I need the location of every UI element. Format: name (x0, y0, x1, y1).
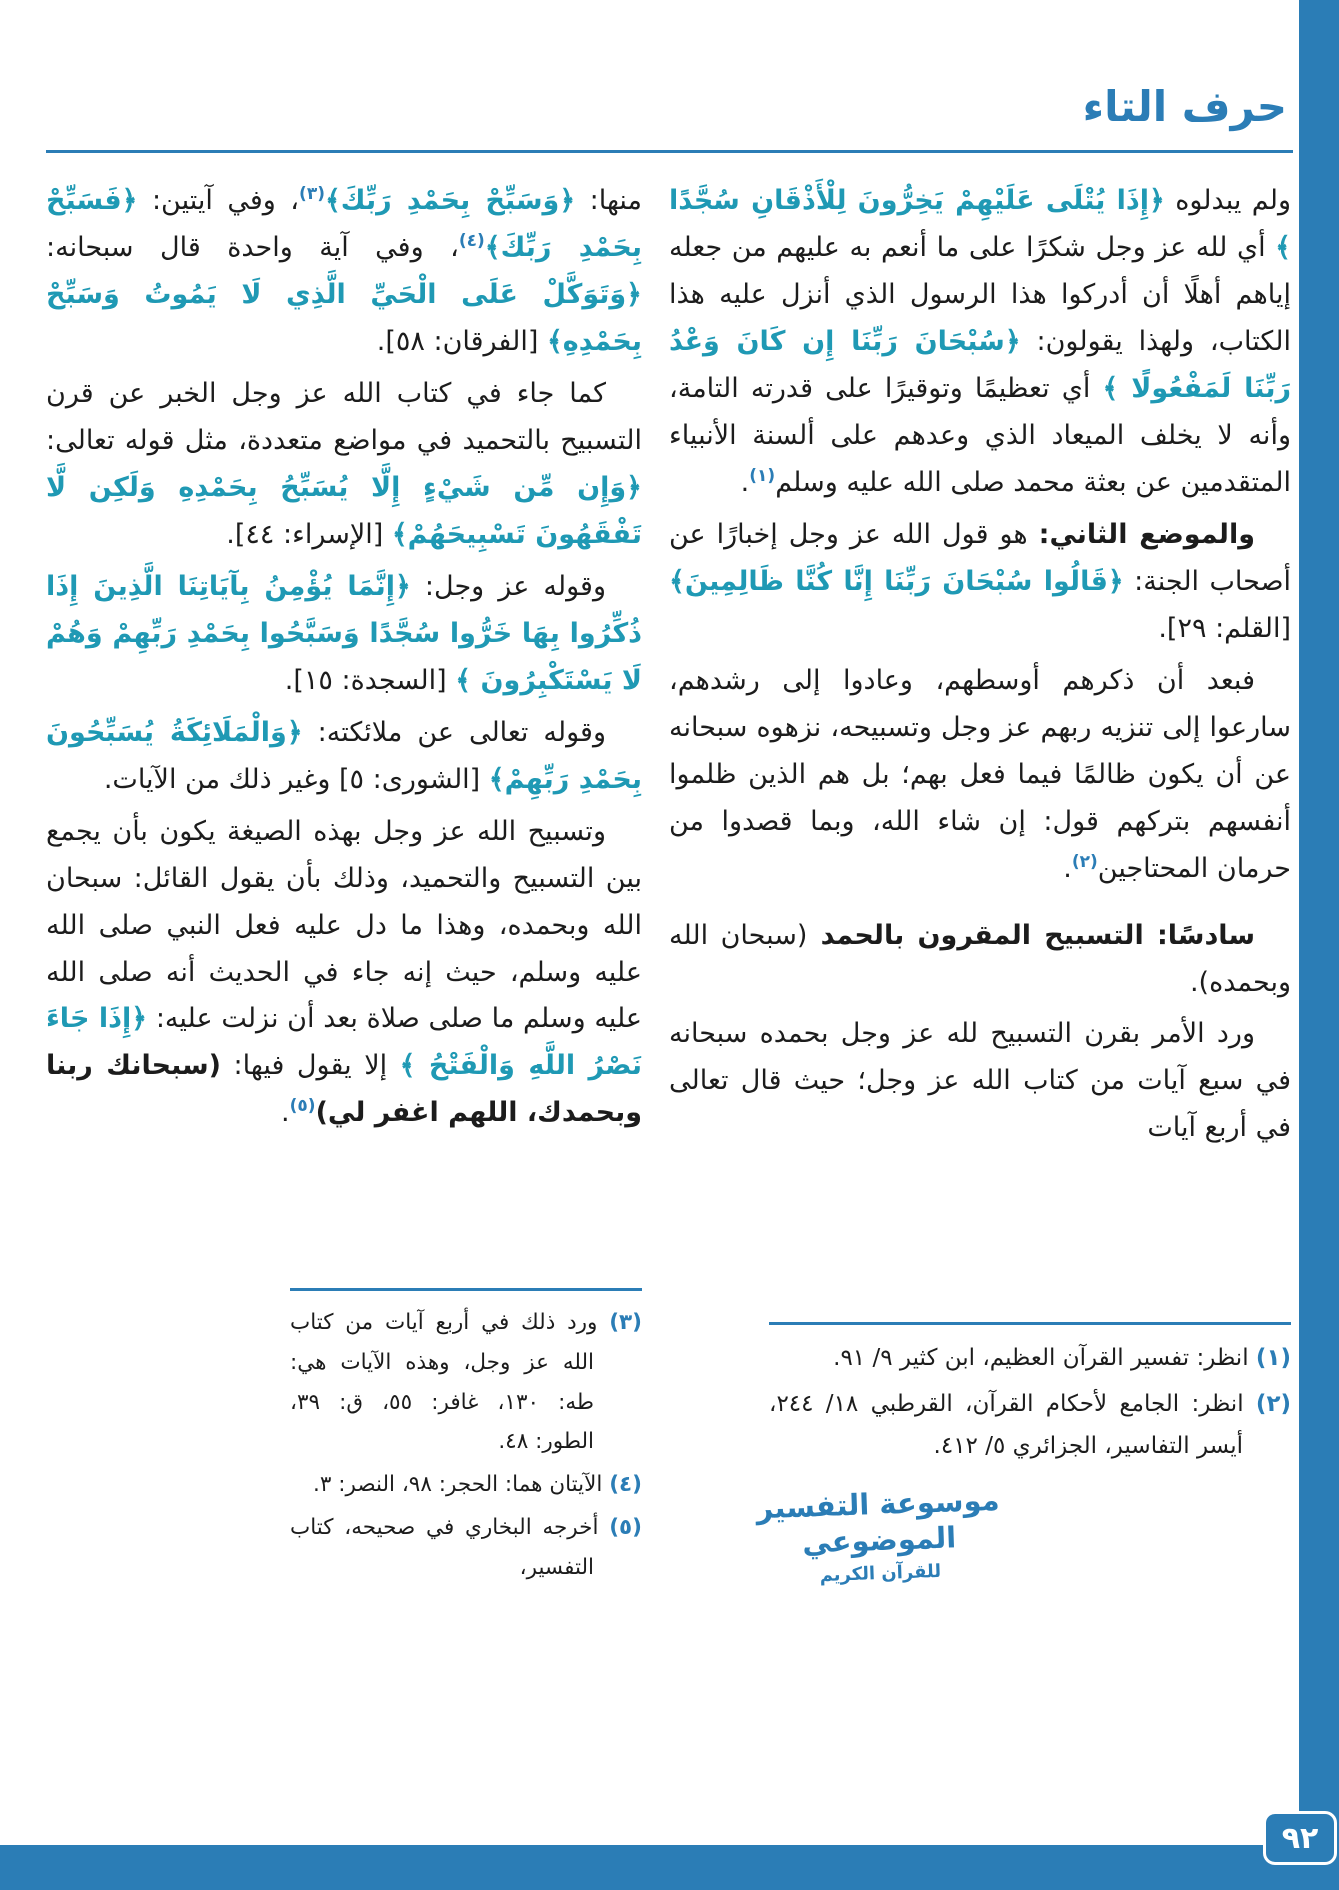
text-run: أخرجه البخاري في صحيحه، كتاب التفسير، (290, 1514, 610, 1580)
paragraph (46, 371, 642, 559)
body-text-left (46, 178, 642, 1280)
quran-verse: ﴿سُبْحَانَ رَبِّنَا إِن كَانَ وَعْدُ رَبِّنَا لَمَفْعُولًا ﴾ (669, 325, 1292, 404)
text-run: وقوله تعالى عن ملائكته: (302, 716, 607, 748)
text-run: . (740, 466, 750, 498)
text-run: (سبحان الله وبحمده). (669, 919, 1291, 998)
emphasis-text: والموضع الثاني: (1038, 518, 1255, 550)
footnote-marker: (٣) (609, 1310, 642, 1335)
footnote-separator-left (290, 1288, 642, 1291)
footnote-ref: (٢) (1071, 851, 1098, 872)
footnotes-right (769, 1322, 1291, 1468)
paragraph (669, 1011, 1291, 1152)
footnote-item (769, 1337, 1291, 1380)
footnote-marker: (١) (1255, 1345, 1291, 1371)
text-run: الآيتان هما: الحجر: ٩٨، النصر: ٣. (312, 1472, 610, 1498)
text-run: هو قول الله عز وجل إخبارًا عن أصحاب الجنة: (669, 518, 1292, 597)
text-run: أي لله عز وجل شكرًا على ما أنعم به عليهم من جعله إياهم أهلًا أن أدركوا هذا الرسول الذي أنزل عليه هذا الكتاب، ولهذا يقولون: (669, 231, 1292, 357)
text-run: ورد ذلك في أربع آيات من كتاب الله عز وجل، وهذه الآيات هي: طه: ١٣٠، غافر: ٥٥، ق: ٣٩، الطور: ٤٨. (290, 1310, 610, 1455)
text-run: [الشورى: ٥] وغير ذلك من الآيات. (103, 763, 489, 795)
text-run: كما جاء في كتاب الله عز وجل الخبر عن قرن التسبيح بالتحميد في مواضع متعددة، مثل قوله تعالى: (46, 377, 642, 456)
paragraph (669, 658, 1291, 893)
text-run: [السجدة: ١٥]. (284, 664, 456, 696)
footnote-marker: (٢) (1255, 1390, 1291, 1417)
text-run: ، وفي آية واحدة قال سبحانه: (46, 231, 459, 263)
text-run: أي تعظيمًا وتوقيرًا على قدرته التامة، وأنه لا يخلف الميعاد الذي وعدهم على ألسنة الأنبياء المتقدمين عن بعثة محمد صلى الله عليه وسلم (669, 372, 1291, 498)
quran-verse: ﴿إِذَا يُتْلَى عَلَيْهِمْ يَخِرُّونَ لِلْأَذْقَانِ سُجَّدًا ﴾ (669, 185, 1291, 263)
text-run: [القلم: ٢٩]. (1158, 612, 1291, 644)
page-number: ٩٢ (1281, 1820, 1319, 1856)
right-edge-band (1299, 0, 1339, 1890)
footnote-ref: (٤) (458, 230, 485, 251)
text-run: ورد الأمر بقرن التسبيح لله عز وجل بحمده سبحانه في سبع آيات من كتاب الله عز وجل؛ حيث قال تعالى في أربع آيات (669, 1018, 1291, 1144)
footnote-item (290, 1508, 642, 1588)
footnote-item (769, 1383, 1291, 1468)
footnote-marker: (٤) (609, 1472, 642, 1498)
quran-verse: ﴿إِذَا جَاءَ نَصْرُ اللَّهِ وَالْفَتْحُ ﴾ (46, 1003, 643, 1082)
text-run: . (1063, 852, 1072, 884)
page-number-badge (1263, 1811, 1337, 1865)
text-run: ولم يبدلوه (1164, 185, 1292, 216)
paragraph (46, 809, 642, 1138)
footnote-ref: (٣) (299, 184, 325, 204)
column-right (669, 178, 1291, 1471)
quran-verse: ﴿وَسَبِّحْ بِحَمْدِ رَبِّكَ﴾ (324, 185, 576, 216)
emphasis-text: سادسًا: التسبيح المقرون بالحمد (807, 919, 1255, 951)
paragraph (46, 710, 642, 804)
text-run: فبعد أن ذكرهم أوسطهم، وعادوا إلى رشدهم، سارعوا إلى تنزيه ربهم عز وجل وتسبيحه، نزهوه سبحانه عن أن يكون ظالمًا فيما فعل بهم؛ بل هم الذين ظلموا أنفسهم بتركهم قول: إن شاء الله، وبما قصدوا من حرمان المحتاجين (669, 664, 1291, 884)
footnote-item (290, 1303, 642, 1462)
paragraph (669, 512, 1291, 653)
footnote-marker: (٥) (609, 1514, 642, 1540)
emphasis-text: (سبحانك ربنا وبحمدك، اللهم اغفر لي) (46, 1050, 642, 1129)
text-run: انظر: تفسير القرآن العظيم، ابن كثير ٩/ ٩١. (833, 1345, 1256, 1371)
body-text-right (669, 178, 1291, 1314)
quran-verse: ﴿قَالُوا سُبْحَانَ رَبِّنَا إِنَّا كُنَّا ظَالِمِينَ﴾ (669, 565, 1124, 597)
text-run: انظر: الجامع لأحكام القرآن، القرطبي ١٨/ ٢٤٤، أيسر التفاسير، الجزائري ٥/ ٤١٢. (769, 1390, 1256, 1460)
footnote-list-right (769, 1337, 1291, 1468)
text-run: منها: (575, 185, 643, 216)
text-run: [الإسراء: ٤٤]. (226, 518, 392, 550)
text-run: وتسبيح الله عز وجل بهذه الصيغة يكون بأن يجمع بين التسبيح والتحميد، وذلك بأن يقول القائل: سبحان الله وبحمده، وهذا ما دل عليه فعل النبي صلى الله عليه وسلم، حيث إنه جاء في الحديث أنه صلى الله عليه وسلم ما صلى صلاة بعد أن نزلت عليه: (46, 815, 642, 1035)
bottom-edge-band (0, 1845, 1339, 1890)
column-left (46, 178, 642, 1590)
paragraph (46, 178, 642, 366)
quran-verse: ﴿إِنَّمَا يُؤْمِنُ بِآيَاتِنَا الَّذِينَ إِذَا ذُكِّرُوا بِهَا خَرُّوا سُجَّدًا وَسَبَّحُوا بِحَمْدِ رَبِّهِمْ وَهُمْ لَا يَسْتَكْبِرُونَ ﴾ (46, 570, 642, 696)
text-run: [الفرقان: ٥٨]. (376, 325, 547, 357)
paragraph (669, 178, 1291, 507)
text-run: وقوله عز وجل: (410, 570, 606, 602)
text-run: . (281, 1097, 290, 1129)
quran-verse: ﴿وَإِن مِّن شَيْءٍ إِلَّا يُسَبِّحُ بِحَمْدِهِ وَلَكِن لَّا تَفْقَهُونَ تَسْبِيحَهُمْ﴾ (46, 471, 642, 550)
quran-verse: ﴿وَالْمَلَائِكَةُ يُسَبِّحُونَ بِحَمْدِ رَبِّهِمْ﴾ (46, 716, 642, 795)
paragraph (669, 913, 1291, 1007)
paragraph (46, 564, 642, 705)
footnotes-left (290, 1288, 642, 1587)
section-title: حرف التاء (1082, 82, 1287, 131)
text-run: ، وفي آيتين: (137, 185, 300, 216)
publisher-emblem (739, 1481, 1018, 1588)
footnote-separator-right (769, 1322, 1291, 1325)
footnote-list-left (290, 1303, 642, 1587)
quran-verse: ﴿فَسَبِّحْ بِحَمْدِ رَبِّكَ﴾ (46, 185, 642, 263)
header-rule (46, 150, 1293, 153)
quran-verse: ﴿وَتَوَكَّلْ عَلَى الْحَيِّ الَّذِي لَا يَمُوتُ وَسَبِّحْ بِحَمْدِهِ﴾ (46, 278, 642, 357)
text-run: إلا يقول فيها: (221, 1050, 400, 1082)
footnote-item (290, 1465, 642, 1505)
emblem-subtitle: للقرآن الكريم (819, 1560, 942, 1586)
emblem-title: موسوعة التفسير الموضوعي (755, 1482, 1001, 1560)
footnote-ref: (٥) (289, 1096, 316, 1117)
footnote-ref: (١) (749, 465, 776, 486)
